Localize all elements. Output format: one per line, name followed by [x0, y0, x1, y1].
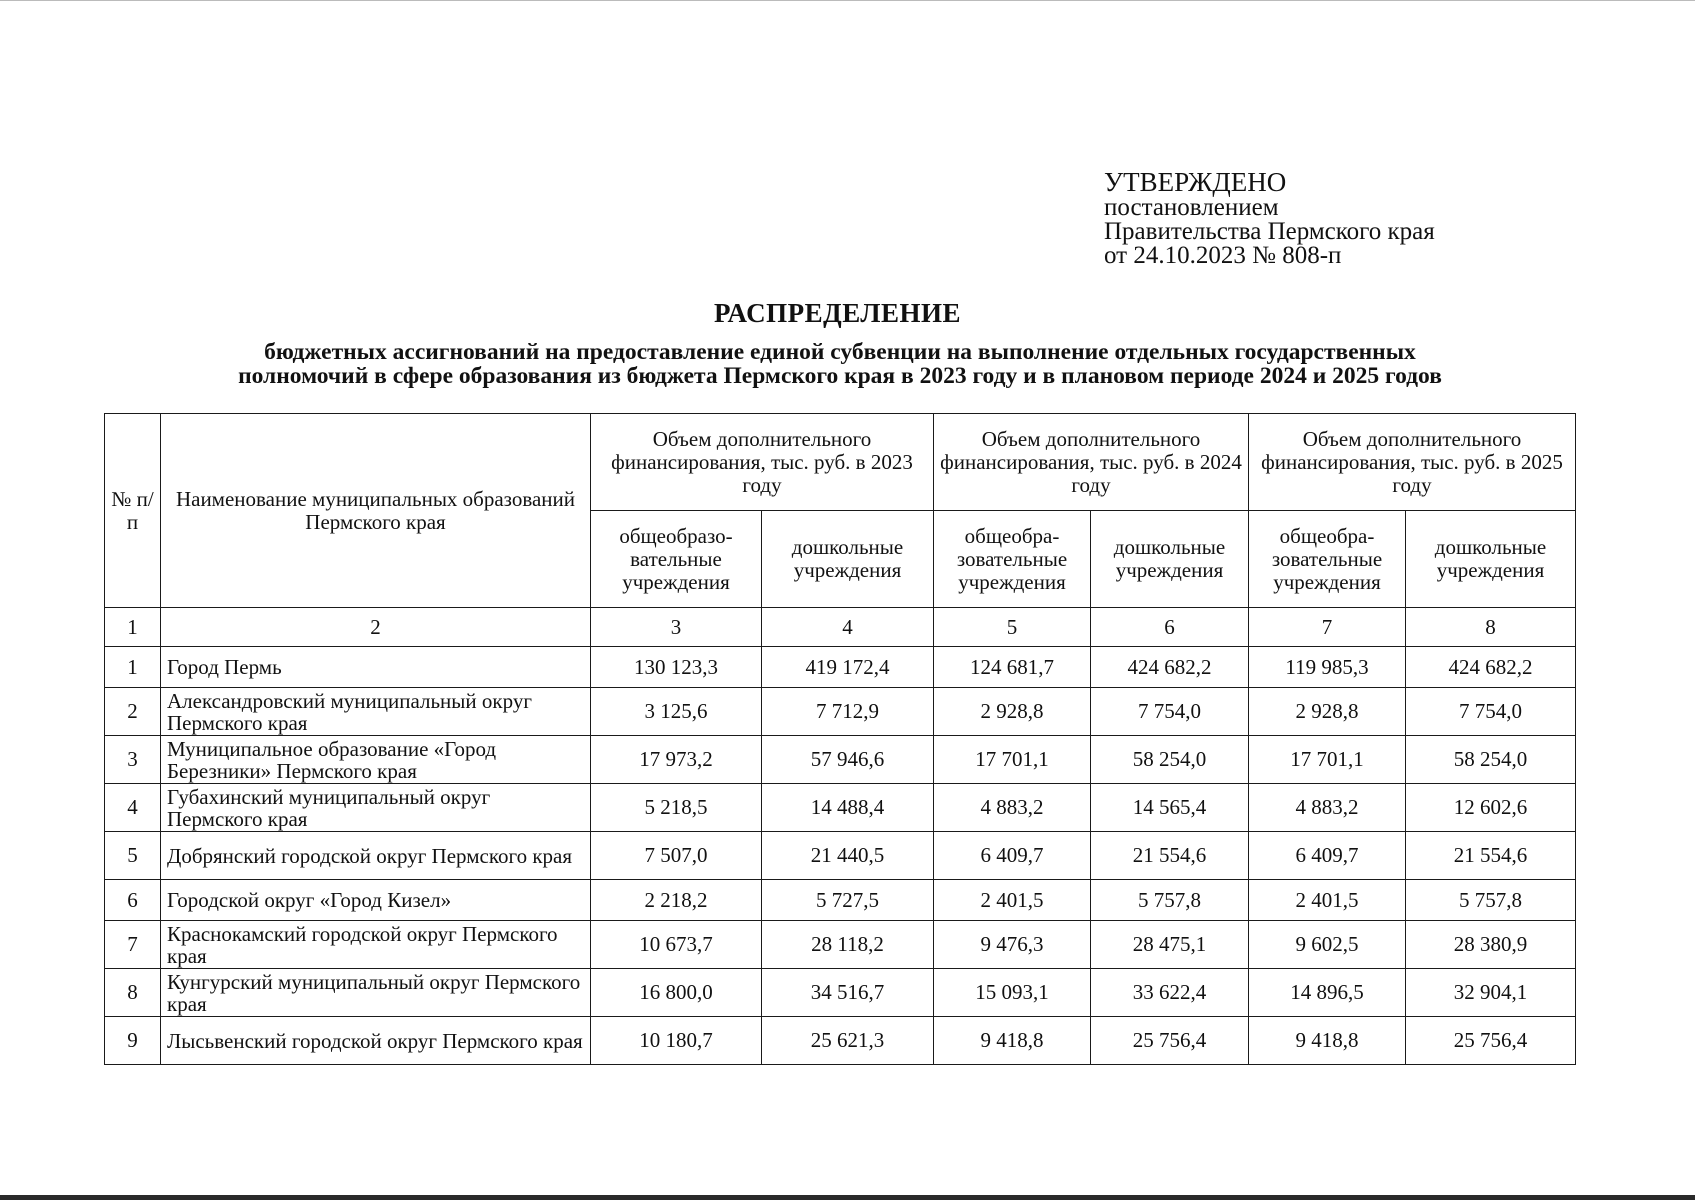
table-row: [105, 1017, 1576, 1065]
value-preschool-2025: 25 756,4: [1406, 1017, 1576, 1065]
municipality-name: Губахинский муниципальный округ Пермского края: [161, 784, 591, 832]
value-general-2023: 130 123,3: [591, 647, 762, 688]
value-general-2023: 3 125,6: [591, 688, 762, 736]
value-general-2023: 2 218,2: [591, 880, 762, 921]
document-title: РАСПРЕДЕЛЕНИЕ: [713, 298, 962, 328]
value-general-2025: 9 418,8: [1249, 1017, 1406, 1065]
value-preschool-2025: 58 254,0: [1406, 736, 1576, 784]
approval-line-2: постановлением: [1104, 194, 1279, 221]
column-number: 2: [161, 608, 591, 647]
header-general-2025: общеобра-зовательные учреждения: [1249, 511, 1406, 608]
value-preschool-2024: 58 254,0: [1091, 736, 1249, 784]
value-preschool-2024: 25 756,4: [1091, 1017, 1249, 1065]
header-number: № п/п: [105, 414, 161, 608]
distribution-table: [104, 413, 1576, 1065]
value-general-2023: 16 800,0: [591, 969, 762, 1017]
value-preschool-2025: 28 380,9: [1406, 921, 1576, 969]
value-general-2025: 4 883,2: [1249, 784, 1406, 832]
table-row: [105, 969, 1576, 1017]
municipality-name: Добрянский городской округ Пермского края: [161, 832, 591, 880]
scan-bottom-edge: [0, 1195, 1695, 1200]
value-preschool-2024: 33 622,4: [1091, 969, 1249, 1017]
table-row: [105, 736, 1576, 784]
value-preschool-2023: 419 172,4: [762, 647, 934, 688]
header-preschool-2025: дошкольные учреждения: [1406, 511, 1576, 608]
row-number: 7: [105, 921, 161, 969]
value-general-2025: 2 928,8: [1249, 688, 1406, 736]
value-general-2024: 2 928,8: [934, 688, 1091, 736]
municipality-name: Краснокамский городской округ Пермского края: [161, 921, 591, 969]
row-number: 8: [105, 969, 161, 1017]
value-preschool-2024: 21 554,6: [1091, 832, 1249, 880]
row-number: 6: [105, 880, 161, 921]
municipality-name: Кунгурский муниципальный округ Пермского края: [161, 969, 591, 1017]
value-general-2024: 15 093,1: [934, 969, 1091, 1017]
subtitle-line-1: бюджетных ассигнований на предоставление единой субвенции на выполнение отдельных государственных: [264, 339, 1416, 365]
approval-line-3: Правительства Пермского края: [1104, 218, 1435, 245]
subtitle-line-2: полномочий в сфере образования из бюджета Пермского края в 2023 году и в плановом периоде 2024 и 2025 годов: [238, 363, 1442, 389]
row-number: 3: [105, 736, 161, 784]
row-number: 4: [105, 784, 161, 832]
municipality-name: Городской округ «Город Кизел»: [161, 880, 591, 921]
header-preschool-2023: дошкольные учреждения: [762, 511, 934, 608]
municipality-name: Город Пермь: [161, 647, 591, 688]
value-preschool-2023: 5 727,5: [762, 880, 934, 921]
value-general-2023: 10 180,7: [591, 1017, 762, 1065]
municipality-name: Муниципальное образование «Город Березники» Пермского края: [161, 736, 591, 784]
value-preschool-2023: 28 118,2: [762, 921, 934, 969]
value-preschool-2023: 57 946,6: [762, 736, 934, 784]
approval-heading: УТВЕРЖДЕНО: [1104, 167, 1287, 197]
row-number: 1: [105, 647, 161, 688]
value-preschool-2023: 7 712,9: [762, 688, 934, 736]
value-preschool-2025: 21 554,6: [1406, 832, 1576, 880]
value-general-2024: 2 401,5: [934, 880, 1091, 921]
value-preschool-2023: 25 621,3: [762, 1017, 934, 1065]
value-general-2025: 119 985,3: [1249, 647, 1406, 688]
value-preschool-2024: 14 565,4: [1091, 784, 1249, 832]
column-number: 5: [934, 608, 1091, 647]
value-general-2025: 2 401,5: [1249, 880, 1406, 921]
value-preschool-2024: 5 757,8: [1091, 880, 1249, 921]
column-number: 1: [105, 608, 161, 647]
value-preschool-2025: 32 904,1: [1406, 969, 1576, 1017]
column-number-row: [105, 608, 1576, 647]
table-row: [105, 647, 1576, 688]
table-row: [105, 880, 1576, 921]
column-number: 8: [1406, 608, 1576, 647]
value-general-2025: 14 896,5: [1249, 969, 1406, 1017]
header-group-2023: Объем дополнительного финансирования, тыс. руб. в 2023 году: [591, 414, 934, 511]
value-preschool-2023: 21 440,5: [762, 832, 934, 880]
municipality-name: Лысьвенский городской округ Пермского края: [161, 1017, 591, 1065]
header-preschool-2024: дошкольные учреждения: [1091, 511, 1249, 608]
table-row: [105, 832, 1576, 880]
value-general-2025: 6 409,7: [1249, 832, 1406, 880]
row-number: 5: [105, 832, 161, 880]
table-row: [105, 921, 1576, 969]
header-general-2023: общеобразо-вательные учреждения: [591, 511, 762, 608]
value-general-2023: 10 673,7: [591, 921, 762, 969]
header-general-2024: общеобра-зовательные учреждения: [934, 511, 1091, 608]
value-general-2023: 5 218,5: [591, 784, 762, 832]
value-preschool-2024: 7 754,0: [1091, 688, 1249, 736]
value-preschool-2024: 424 682,2: [1091, 647, 1249, 688]
scan-top-edge: [0, 0, 1695, 1]
value-preschool-2025: 12 602,6: [1406, 784, 1576, 832]
row-number: 2: [105, 688, 161, 736]
table-row: [105, 784, 1576, 832]
row-number: 9: [105, 1017, 161, 1065]
value-preschool-2023: 34 516,7: [762, 969, 934, 1017]
column-number: 3: [591, 608, 762, 647]
document-subtitle: [90, 340, 1590, 388]
header-municipality: Наименование муниципальных образований Пермского края: [161, 414, 591, 608]
value-preschool-2023: 14 488,4: [762, 784, 934, 832]
value-preschool-2025: 424 682,2: [1406, 647, 1576, 688]
column-number: 6: [1091, 608, 1249, 647]
value-general-2024: 4 883,2: [934, 784, 1091, 832]
value-preschool-2025: 5 757,8: [1406, 880, 1576, 921]
value-preschool-2024: 28 475,1: [1091, 921, 1249, 969]
header-group-2025: Объем дополнительного финансирования, тыс. руб. в 2025 году: [1249, 414, 1576, 511]
value-general-2024: 6 409,7: [934, 832, 1091, 880]
value-general-2024: 17 701,1: [934, 736, 1091, 784]
value-general-2023: 17 973,2: [591, 736, 762, 784]
value-general-2024: 124 681,7: [934, 647, 1091, 688]
municipality-name: Александровский муниципальный округ Пермского края: [161, 688, 591, 736]
value-general-2024: 9 476,3: [934, 921, 1091, 969]
value-general-2025: 17 701,1: [1249, 736, 1406, 784]
header-group-2024: Объем дополнительного финансирования, тыс. руб. в 2024 году: [934, 414, 1249, 511]
approval-stamp: [1104, 168, 1435, 268]
column-number: 7: [1249, 608, 1406, 647]
value-preschool-2025: 7 754,0: [1406, 688, 1576, 736]
approval-line-4: от 24.10.2023 № 808-п: [1104, 242, 1342, 269]
value-general-2025: 9 602,5: [1249, 921, 1406, 969]
value-general-2023: 7 507,0: [591, 832, 762, 880]
value-general-2024: 9 418,8: [934, 1017, 1091, 1065]
column-number: 4: [762, 608, 934, 647]
table-row: [105, 688, 1576, 736]
